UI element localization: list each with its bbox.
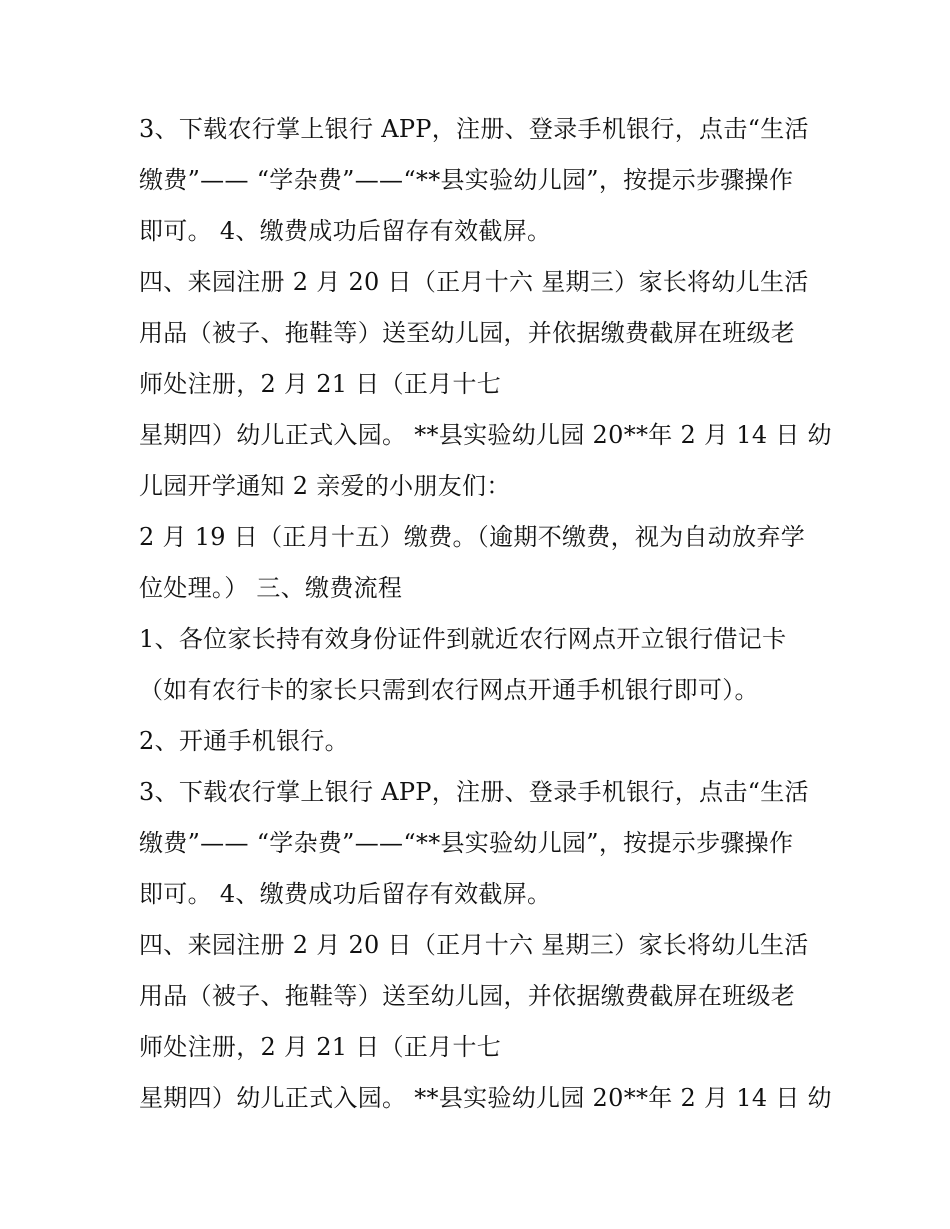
document-body xyxy=(139,104,832,1124)
text-line-15: 缴费”—— “学杂费”——“**县实验幼儿园”，按提示步骤操作 xyxy=(139,829,794,857)
text-line-14: 3、下载农行掌上银行 APP，注册、登录手机银行，点击“生活 xyxy=(139,778,809,806)
text-line-1: 3、下载农行掌上银行 APP，注册、登录手机银行，点击“生活 xyxy=(139,115,809,143)
text-line-17: 四、来园注册 2 月 20 日（正月十六 星期三）家长将幼儿生活 xyxy=(139,931,809,959)
text-line-6: 师处注册，2 月 21 日（正月十七 xyxy=(139,370,502,398)
text-line-11: 1、各位家长持有效身份证件到就近农行网点开立银行借记卡 xyxy=(139,625,787,653)
text-line-4: 四、来园注册 2 月 20 日（正月十六 星期三）家长将幼儿生活 xyxy=(139,268,809,296)
text-line-5: 用品（被子、拖鞋等）送至幼儿园，并依据缴费截屏在班级老 xyxy=(139,319,796,347)
text-line-18: 用品（被子、拖鞋等）送至幼儿园，并依据缴费截屏在班级老 xyxy=(139,982,796,1010)
text-line-7: 星期四）幼儿正式入园。 **县实验幼儿园 20**年 2 月 14 日 幼 xyxy=(139,421,832,449)
text-line-9: 2 月 19 日（正月十五）缴费。（逾期不缴费，视为自动放弃学 xyxy=(139,523,805,551)
text-line-12: （如有农行卡的家长只需到农行网点开通手机银行即可）。 xyxy=(139,676,759,704)
text-line-20: 星期四）幼儿正式入园。 **县实验幼儿园 20**年 2 月 14 日 幼 xyxy=(139,1084,832,1112)
text-line-13: 2、开通手机银行。 xyxy=(139,727,349,755)
text-line-2: 缴费”—— “学杂费”——“**县实验幼儿园”，按提示步骤操作 xyxy=(139,166,794,194)
text-line-3: 即可。 4、缴费成功后留存有效截屏。 xyxy=(139,217,552,245)
text-line-8: 儿园开学通知 2 亲爱的小朋友们： xyxy=(139,472,511,500)
text-line-10: 位处理。） 三、缴费流程 xyxy=(139,574,403,602)
text-line-16: 即可。 4、缴费成功后留存有效截屏。 xyxy=(139,880,552,908)
text-line-19: 师处注册，2 月 21 日（正月十七 xyxy=(139,1033,502,1061)
